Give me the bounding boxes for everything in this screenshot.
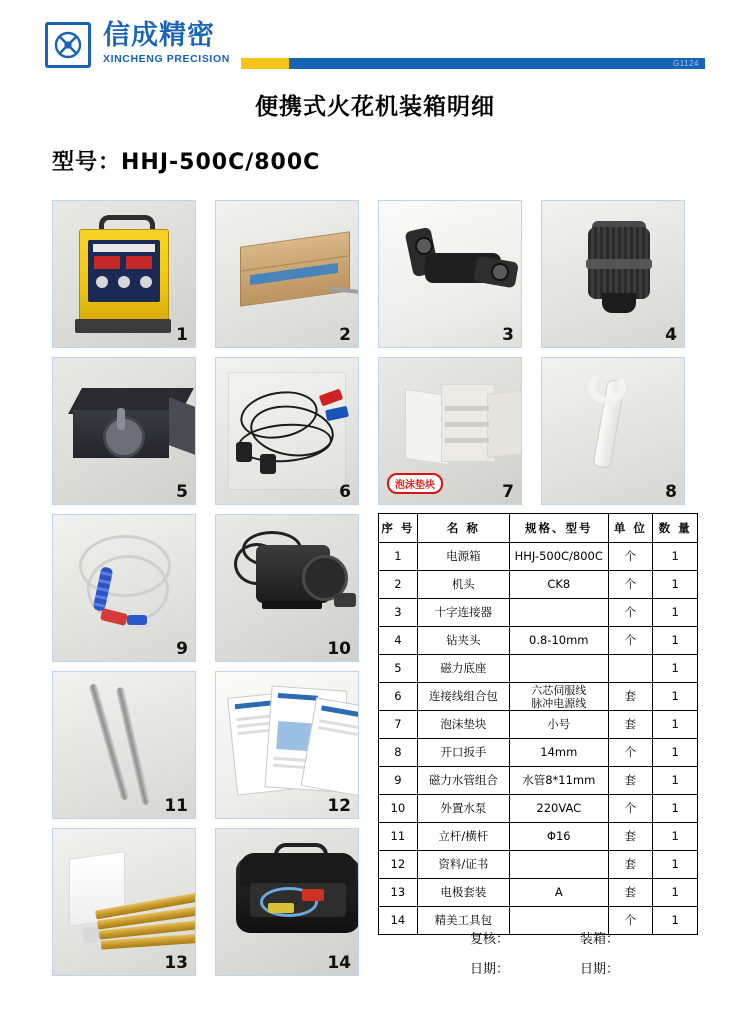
cell-unit: 套 [608, 851, 653, 879]
cell-unit: 个 [608, 739, 653, 767]
cell-unit: 个 [608, 795, 653, 823]
drill-chuck-photo [542, 201, 684, 347]
cell-unit: 套 [608, 711, 653, 739]
cell-qty: 1 [653, 879, 698, 907]
column-header-no: 序 号 [379, 514, 418, 543]
pump-base [262, 601, 322, 609]
cell-spec: 220VAC [509, 795, 608, 823]
cell-spec: 0.8-10mm [509, 627, 608, 655]
column-header-name: 名 称 [417, 514, 509, 543]
table-row [379, 711, 698, 739]
cell-unit: 套 [608, 683, 653, 711]
cell-no: 10 [379, 795, 418, 823]
column-header-unit: 单 位 [608, 514, 653, 543]
company-name-en: XINCHENG PRECISION [103, 53, 230, 65]
table-row [379, 655, 698, 683]
cell-qty: 1 [653, 851, 698, 879]
photo-cell-4 [541, 200, 685, 348]
recheck-label: 复核： [470, 932, 510, 947]
chuck-ring [586, 259, 652, 269]
photo-number-10: 10 [327, 639, 351, 659]
cell-no: 12 [379, 851, 418, 879]
base-switch-lever [117, 408, 125, 430]
panel-display-1 [94, 256, 120, 269]
foam-slot-3 [445, 438, 489, 443]
cell-qty: 1 [653, 907, 698, 935]
cell-spec-line-1: 六芯伺服线 [531, 683, 587, 697]
company-logo-icon [45, 22, 91, 68]
connector-plug-2 [260, 454, 276, 474]
table-row [379, 767, 698, 795]
foam-slot-2 [445, 422, 489, 427]
cell-no: 11 [379, 823, 418, 851]
panel-knob-3 [140, 276, 152, 288]
table-row [379, 543, 698, 571]
machine-body [79, 229, 169, 325]
head-shaft [328, 287, 359, 296]
cell-no: 8 [379, 739, 418, 767]
connector-hole-1 [415, 237, 433, 255]
cell-unit: 套 [608, 823, 653, 851]
cell-name: 泡沫垫块 [417, 711, 509, 739]
cell-no: 3 [379, 599, 418, 627]
photo-cell-9 [52, 514, 196, 662]
cell-name: 开口扳手 [417, 739, 509, 767]
electrode-small-part [83, 927, 99, 943]
chuck-nose [602, 293, 636, 313]
photo-number-9: 9 [176, 639, 188, 659]
open-end-wrench-photo [542, 358, 684, 504]
photo-number-13: 13 [164, 953, 188, 973]
hose-valve [127, 615, 147, 625]
cell-qty: 1 [653, 543, 698, 571]
cell-name: 连接线组合包 [417, 683, 509, 711]
cell-spec: 水管8*11mm [509, 767, 608, 795]
photo-number-11: 11 [164, 796, 188, 816]
header-bar-yellow [241, 58, 289, 69]
cell-unit: 套 [608, 767, 653, 795]
cell-unit: 套 [608, 879, 653, 907]
photo-cell-5 [52, 357, 196, 505]
cell-name: 磁力水管组合 [417, 767, 509, 795]
cell-no: 13 [379, 879, 418, 907]
machine-control-panel [88, 240, 160, 302]
photo-number-2: 2 [339, 325, 351, 345]
cell-spec: HHJ-500C/800C [509, 543, 608, 571]
cell-qty: 1 [653, 739, 698, 767]
machine-head-box-photo [216, 201, 358, 347]
photo-cell-8 [541, 357, 685, 505]
cell-qty: 1 [653, 655, 698, 683]
cell-spec: 14mm [509, 739, 608, 767]
page-title: 便携式火花机装箱明细 [255, 94, 495, 120]
table-row [379, 571, 698, 599]
photo-number-6: 6 [339, 482, 351, 502]
cell-qty: 1 [653, 627, 698, 655]
tool-bag-yellow-item [268, 903, 294, 913]
photo-cell-2 [215, 200, 359, 348]
cell-name: 电极套装 [417, 879, 509, 907]
photo-number-7: 7 [502, 482, 514, 502]
photo-number-14: 14 [327, 953, 351, 973]
connector-plug-1 [236, 442, 252, 462]
cell-spec [509, 599, 608, 627]
cell-name: 磁力底座 [417, 655, 509, 683]
cell-qty: 1 [653, 571, 698, 599]
cell-name: 精美工具包 [417, 907, 509, 935]
page-header [45, 22, 705, 74]
cell-no: 6 [379, 683, 418, 711]
tool-bag-lid [240, 853, 356, 887]
panel-knob-2 [118, 276, 130, 288]
magnetic-base-photo [53, 358, 195, 504]
photo-cell-6 [215, 357, 359, 505]
packer-label: 装箱： [580, 932, 620, 947]
table-header-row [379, 514, 698, 543]
cell-spec: Φ16 [509, 823, 608, 851]
pump-outlet [334, 593, 356, 607]
cell-name: 机头 [417, 571, 509, 599]
photo-cell-3 [378, 200, 522, 348]
photo-number-8: 8 [665, 482, 677, 502]
document-header-2 [278, 693, 318, 701]
cell-no: 9 [379, 767, 418, 795]
cell-name: 资料/证书 [417, 851, 509, 879]
power-box-photo [53, 201, 195, 347]
header-bar-blue [289, 58, 705, 69]
cell-qty: 1 [653, 767, 698, 795]
foam-block-callout: 泡沫垫块 [387, 473, 443, 494]
table-row [379, 739, 698, 767]
cell-no: 5 [379, 655, 418, 683]
photo-number-3: 3 [502, 325, 514, 345]
table-row [379, 599, 698, 627]
photo-number-1: 1 [176, 325, 188, 345]
photo-cell-12 [215, 671, 359, 819]
signature-row-1 [470, 928, 710, 958]
model-number: 型号：HHJ-500C/800C [52, 150, 321, 175]
cell-qty: 1 [653, 683, 698, 711]
foam-block-right [487, 390, 522, 458]
cell-spec [509, 655, 608, 683]
signature-footer [470, 928, 710, 988]
photo-number-12: 12 [327, 796, 351, 816]
photo-number-5: 5 [176, 482, 188, 502]
cell-no: 7 [379, 711, 418, 739]
document-code: G1124 [673, 59, 699, 68]
cell-name: 十字连接器 [417, 599, 509, 627]
photo-cell-14 [215, 828, 359, 976]
cell-qty: 1 [653, 795, 698, 823]
photo-number-4: 4 [665, 325, 677, 345]
cell-spec: CK8 [509, 571, 608, 599]
cell-spec-line-2: 脉冲电源线 [531, 696, 587, 710]
cell-unit: 个 [608, 543, 653, 571]
tool-bag-red-item [302, 889, 324, 901]
cell-name: 立杆/横杆 [417, 823, 509, 851]
cell-no: 1 [379, 543, 418, 571]
table-row [379, 823, 698, 851]
cell-spec: A [509, 879, 608, 907]
cell-qty: 1 [653, 599, 698, 627]
table-row [379, 795, 698, 823]
cell-unit: 个 [608, 571, 653, 599]
photo-cell-7 [378, 357, 522, 505]
photo-cell-11 [52, 671, 196, 819]
cell-no: 2 [379, 571, 418, 599]
document-header-3 [321, 705, 359, 717]
cell-spec [509, 683, 608, 711]
column-header-spec: 规格、型号 [509, 514, 608, 543]
machine-base [75, 319, 171, 333]
cell-unit [608, 655, 653, 683]
panel-label [93, 244, 155, 252]
cell-name: 钻夹头 [417, 627, 509, 655]
table-row [379, 879, 698, 907]
connector-hole-2 [491, 263, 509, 281]
cable-set-photo [216, 358, 358, 504]
panel-display-2 [126, 256, 152, 269]
cell-no: 14 [379, 907, 418, 935]
column-header-qty: 数 量 [653, 514, 698, 543]
cell-qty: 1 [653, 823, 698, 851]
cell-name: 外置水泵 [417, 795, 509, 823]
magnetic-hose-photo [53, 515, 195, 661]
packing-list-table [378, 513, 698, 935]
cell-unit: 个 [608, 627, 653, 655]
company-name-cn: 信成精密 [103, 20, 215, 51]
cell-spec: 小号 [509, 711, 608, 739]
photo-cell-1 [52, 200, 196, 348]
panel-knob-1 [96, 276, 108, 288]
header-color-bar [241, 58, 705, 69]
cell-qty: 1 [653, 711, 698, 739]
cell-spec [509, 851, 608, 879]
cell-name: 电源箱 [417, 543, 509, 571]
base-side [169, 397, 195, 454]
table-row [379, 683, 698, 711]
foam-slot-1 [445, 406, 489, 411]
table-row [379, 851, 698, 879]
signature-row-2 [470, 958, 710, 988]
table-row [379, 627, 698, 655]
date-label-left: 日期： [470, 962, 510, 977]
photo-cell-10 [215, 514, 359, 662]
date-label-right: 日期： [580, 962, 620, 977]
cross-connector-photo [379, 201, 521, 347]
photo-cell-13 [52, 828, 196, 976]
cell-no: 4 [379, 627, 418, 655]
cell-unit: 个 [608, 907, 653, 935]
cell-unit: 个 [608, 599, 653, 627]
